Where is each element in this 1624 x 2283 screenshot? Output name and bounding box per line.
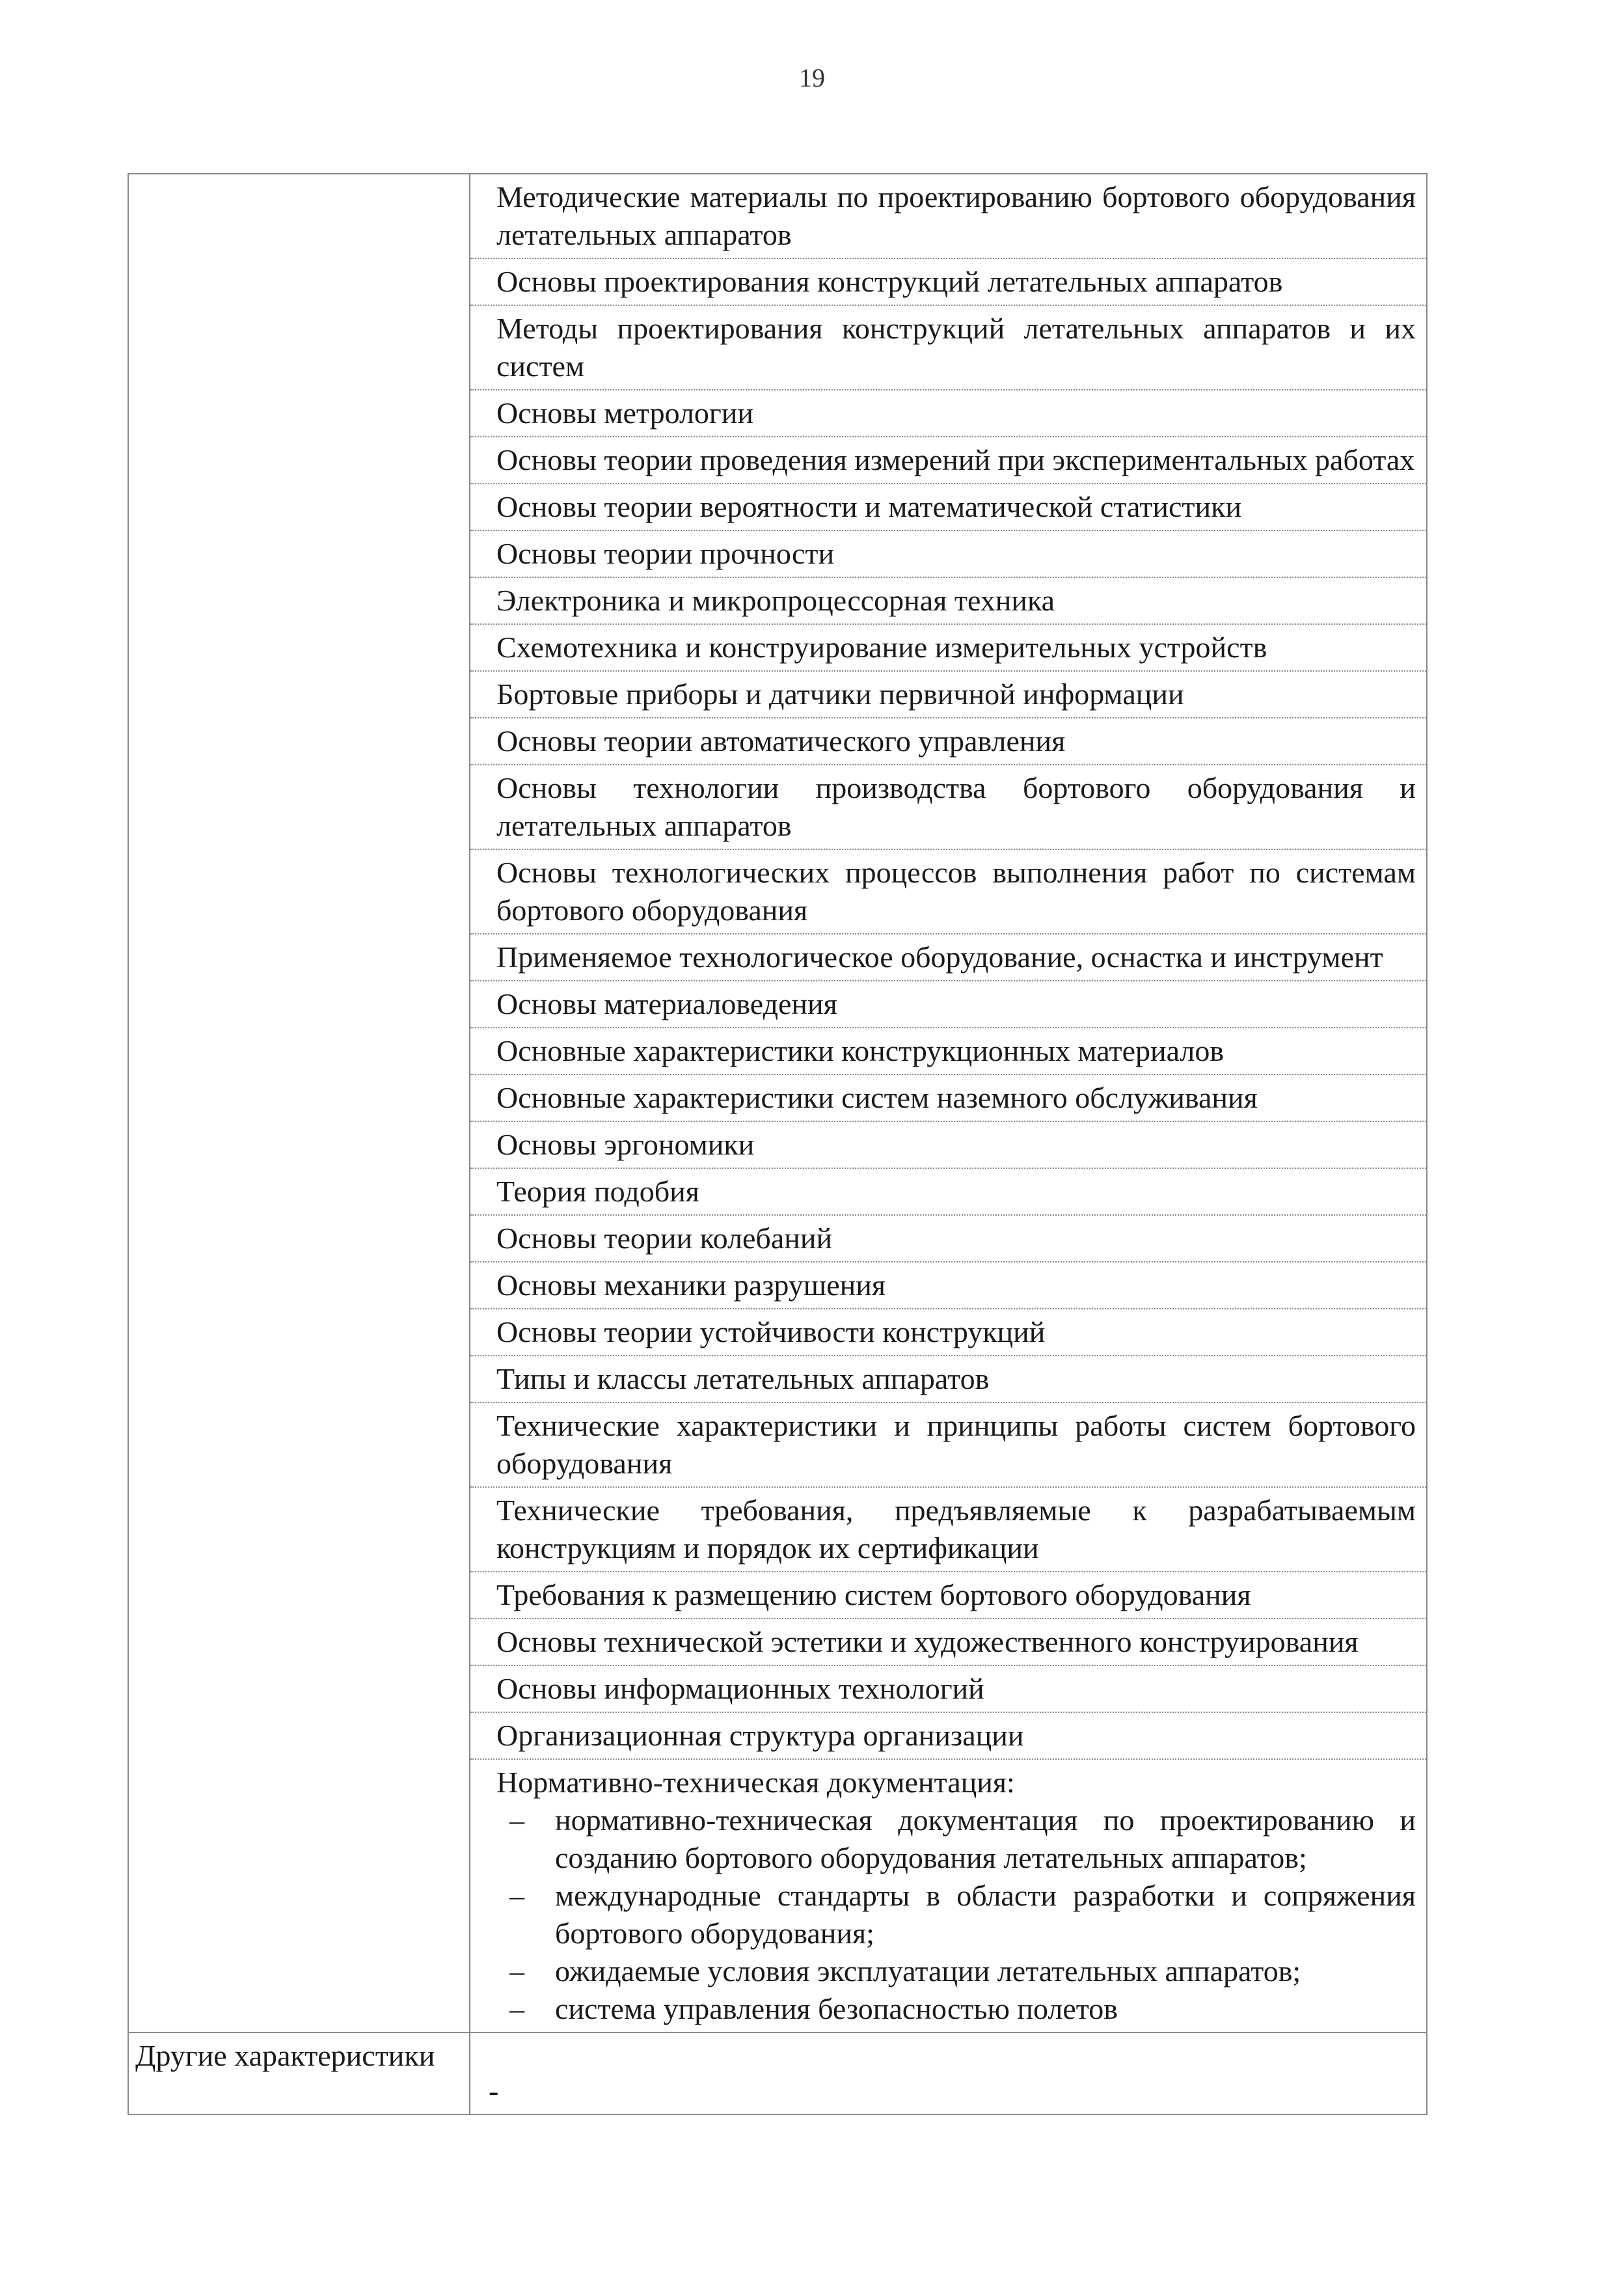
requirement-item: Методические материалы по проектированию бортового оборудования летательных аппаратов — [470, 174, 1426, 259]
page-number: 19 — [799, 63, 825, 92]
requirement-item: Основы теории автоматического управления — [470, 718, 1426, 765]
requirement-item: Основы теории вероятности и математической статистики — [470, 484, 1426, 531]
list-item — [496, 1877, 1416, 1952]
requirement-item: Теория подобия — [470, 1169, 1426, 1216]
list-item-text: международные стандарты в области разработки и сопряжения бортового оборудования; — [555, 1879, 1416, 1950]
requirement-item: Основы материаловедения — [470, 981, 1426, 1028]
list-item-text: ожидаемые условия эксплуатации летательных аппаратов; — [555, 1954, 1301, 1988]
normative-block — [470, 1760, 1426, 2032]
list-item — [496, 1990, 1416, 2028]
requirement-item: Основы информационных технологий — [470, 1666, 1426, 1713]
requirement-item: Основы технической эстетики и художественного конструирования — [470, 1619, 1426, 1666]
requirement-item: Основы теории устойчивости конструкций — [470, 1309, 1426, 1356]
requirement-item: Основные характеристики систем наземного обслуживания — [470, 1075, 1426, 1122]
requirement-item: Основы проектирования конструкций летательных аппаратов — [470, 259, 1426, 306]
requirement-item: Основы теории прочности — [470, 531, 1426, 578]
list-item-text: система управления безопасностью полетов — [555, 1992, 1118, 2025]
other-characteristics-label: Другие характеристики — [128, 2032, 470, 2114]
requirement-item: Основы технологических процессов выполнения работ по системам бортового оборудования — [470, 850, 1426, 935]
requirement-item: Основы теории колебаний — [470, 1216, 1426, 1263]
dash-bullet: – — [509, 1803, 524, 1837]
requirement-item: Основы метрологии — [470, 390, 1426, 437]
knowledge-list-cell — [470, 174, 1427, 2032]
knowledge-label-cell — [128, 174, 470, 2032]
knowledge-row — [128, 174, 1427, 2032]
requirement-item: Технические требования, предъявляемые к разрабатываемым конструкциям и порядок их сертификации — [470, 1488, 1426, 1572]
requirement-item: Схемотехника и конструирование измерительных устройств — [470, 625, 1426, 672]
dash-bullet: – — [509, 1992, 524, 2025]
other-characteristics-row — [128, 2032, 1427, 2114]
requirement-item: Технические характеристики и принципы работы систем бортового оборудования — [470, 1403, 1426, 1488]
requirement-item: Типы и классы летательных аппаратов — [470, 1356, 1426, 1403]
requirement-item: Требования к размещению систем бортового оборудования — [470, 1572, 1426, 1619]
dash-bullet: – — [509, 1879, 524, 1912]
list-item-text: нормативно-техническая документация по проектированию и созданию бортового оборудования летательных аппаратов; — [555, 1803, 1416, 1874]
normative-list — [496, 1801, 1416, 2028]
dash-bullet: – — [509, 1954, 524, 1988]
requirement-item: Основы эргономики — [470, 1122, 1426, 1169]
requirement-item: Электроника и микропроцессорная техника — [470, 578, 1426, 625]
list-item — [496, 1952, 1416, 1990]
requirement-item: Бортовые приборы и датчики первичной информации — [470, 672, 1426, 718]
requirement-item: Организационная структура организации — [470, 1713, 1426, 1760]
requirement-item: Применяемое технологическое оборудование, оснастка и инструмент — [470, 935, 1426, 981]
requirement-item: Методы проектирования конструкций летательных аппаратов и их систем — [470, 306, 1426, 390]
other-characteristics-value: - — [470, 2032, 1427, 2114]
requirement-item: Основные характеристики конструкционных материалов — [470, 1028, 1426, 1075]
requirement-item: Основы технологии производства бортового оборудования и летательных аппаратов — [470, 765, 1426, 850]
requirements-table — [128, 173, 1428, 2115]
normative-heading: Нормативно-техническая документация: — [496, 1766, 1015, 1799]
requirement-item: Основы механики разрушения — [470, 1263, 1426, 1309]
list-item — [496, 1801, 1416, 1877]
requirement-item: Основы теории проведения измерений при экспериментальных работах — [470, 437, 1426, 484]
